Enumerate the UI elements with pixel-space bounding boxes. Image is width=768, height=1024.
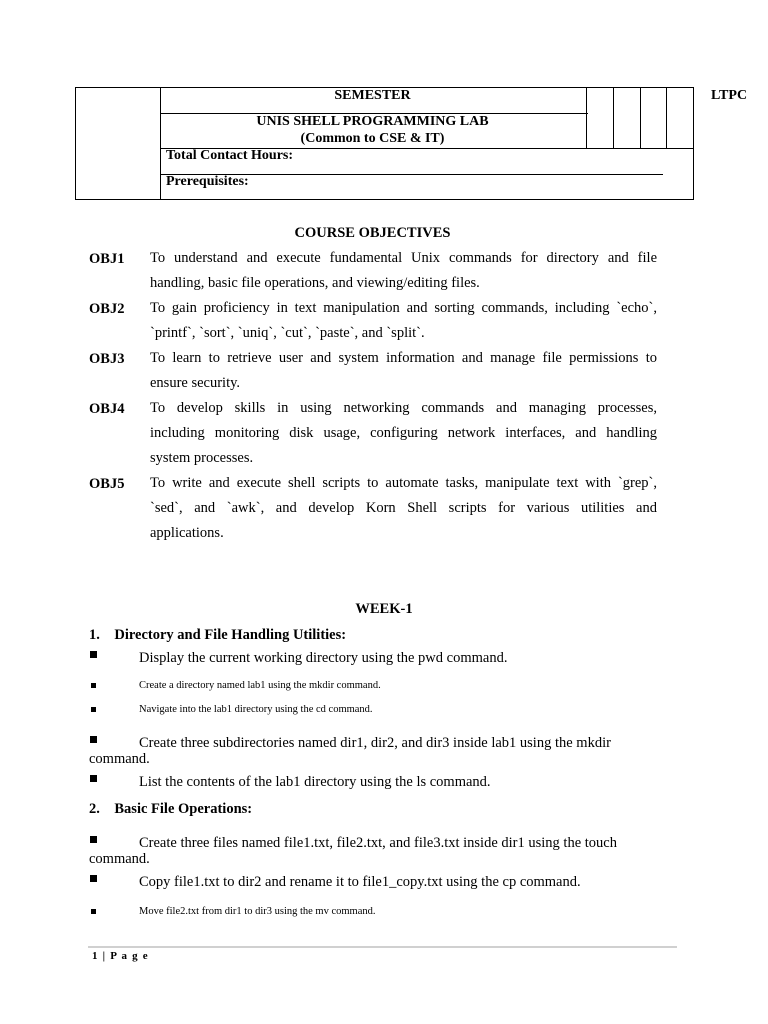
objective-line: including monitoring disk usage, configuring network interfaces, and handling [150, 425, 657, 441]
objective-label: OBJ1 [89, 251, 125, 267]
objective-text [150, 346, 657, 396]
list-item-continuation: command. [89, 851, 150, 867]
list-item-continuation: command. [89, 751, 150, 767]
objective-line: ensure security. [150, 375, 241, 391]
semester-label: SEMESTER [334, 88, 411, 103]
table-divider [640, 88, 641, 148]
list-item: Create three subdirectories named dir1, dir2, and dir3 inside lab1 using the mkdir [139, 735, 611, 751]
objective-label: OBJ5 [89, 476, 125, 492]
table-divider [613, 88, 614, 148]
week-heading: WEEK-1 [355, 601, 413, 617]
objective-text [150, 471, 657, 546]
bullet-square-icon [90, 651, 97, 658]
objective-line: handling, basic file operations, and viewing/editing files. [150, 275, 480, 291]
table-divider [666, 88, 667, 148]
objective-text [150, 296, 657, 346]
objective-line: system processes. [150, 450, 254, 466]
objective-line: To learn to retrieve user and system information and manage file permissions to [150, 350, 657, 366]
ltpc-label: LTPC [711, 88, 748, 103]
bullet-square-icon [91, 909, 96, 914]
objective-label: OBJ3 [89, 351, 125, 367]
prerequisites-label: Prerequisites: [166, 174, 249, 189]
objective-text [150, 246, 657, 296]
bullet-square-icon [90, 836, 97, 843]
section-title: 1. Directory and File Handling Utilities: [89, 627, 347, 643]
list-item: Display the current working directory using the pwd command. [139, 650, 508, 666]
bullet-square-icon [90, 775, 97, 782]
objective-line: To develop skills in using networking commands and managing processes, [150, 400, 657, 416]
contact-hours-label: Total Contact Hours: [166, 148, 294, 163]
objective-line: To gain proficiency in text manipulation and sorting commands, including `echo`, [150, 300, 657, 316]
section-title: 2. Basic File Operations: [89, 801, 253, 817]
list-item: Create a directory named lab1 using the mkdir command. [139, 680, 381, 691]
page-number: 1 | P a g e [92, 950, 149, 962]
course-subtitle: (Common to CSE & IT) [300, 131, 445, 146]
list-item: Create three files named file1.txt, file2.txt, and file3.txt inside dir1 using the touch [139, 835, 617, 851]
list-item: List the contents of the lab1 directory using the ls command. [139, 774, 491, 790]
objective-line: applications. [150, 525, 224, 541]
list-item: Move file2.txt from dir1 to dir3 using the mv command. [139, 906, 376, 917]
objective-line: `sed`, and `awk`, and develop Korn Shell scripts for various utilities and [150, 500, 657, 516]
objectives-heading: COURSE OBJECTIVES [294, 225, 451, 241]
bullet-square-icon [90, 736, 97, 743]
list-item: Navigate into the lab1 directory using the cd command. [139, 704, 373, 715]
bullet-square-icon [91, 683, 96, 688]
objective-label: OBJ4 [89, 401, 125, 417]
bullet-square-icon [91, 707, 96, 712]
course-title: UNIS SHELL PROGRAMMING LAB [256, 114, 489, 129]
objective-text [150, 396, 657, 471]
objective-line: To understand and execute fundamental Unix commands for directory and file [150, 250, 657, 266]
table-divider [586, 88, 587, 148]
bullet-square-icon [90, 875, 97, 882]
objective-line: `printf`, `sort`, `uniq`, `cut`, `paste`, and `split`. [150, 325, 425, 341]
objective-label: OBJ2 [89, 301, 125, 317]
objective-line: To write and execute shell scripts to automate tasks, manipulate text with `grep`, [150, 475, 657, 491]
footer-rule [88, 946, 677, 948]
list-item: Copy file1.txt to dir2 and rename it to file1_copy.txt using the cp command. [139, 874, 581, 890]
